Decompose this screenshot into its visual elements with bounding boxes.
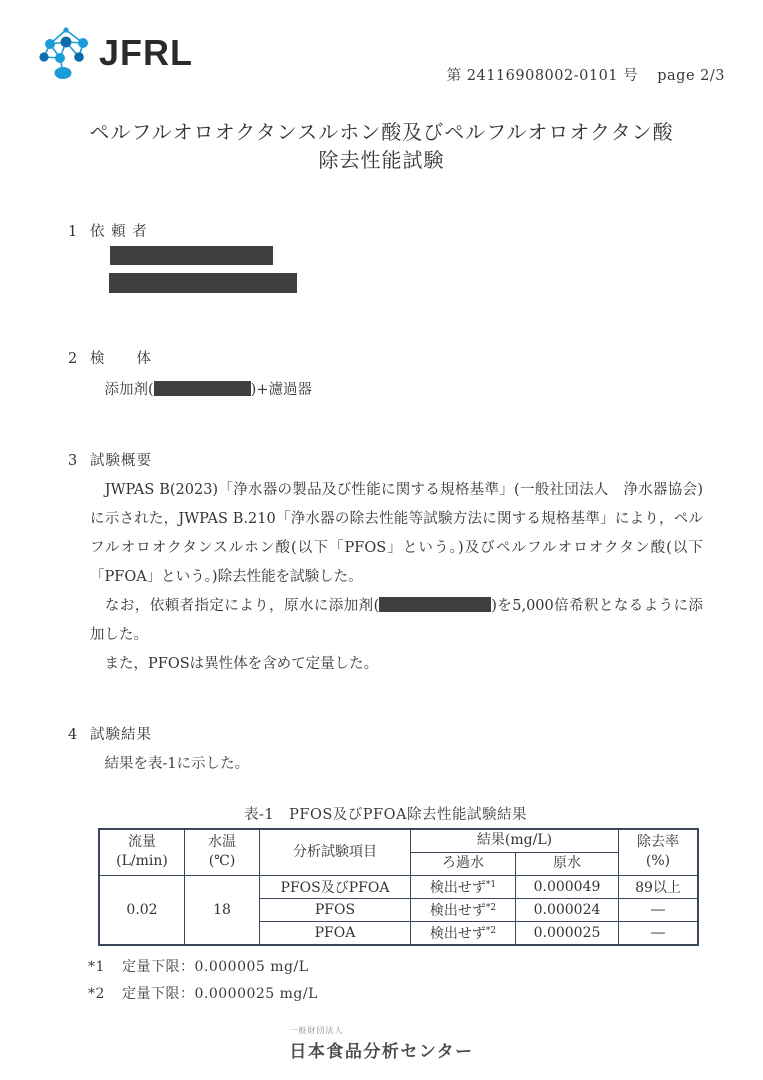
cell-removal: 89以上 (619, 876, 699, 899)
results-table (98, 828, 699, 946)
footnote-1-text: 定量下限：0.000005 mg/L (122, 959, 309, 975)
header-water-temp: 水温 (℃) (185, 829, 260, 876)
cell-filtered: 検出せず$^{*1}$ (411, 876, 516, 899)
footnote-marker: *2 (485, 903, 497, 913)
footnote-marker: *2 (485, 926, 497, 936)
test-summary-paragraph-1: JWPAS B(2023)「浄水器の製品及び性能に関する規格基準」(一般社団法人 浄水器協会)に示された，JWPAS B.210「浄水器の除去性能等試験方法に関する規格基準」により，ペルフルオロオクタンスルホン酸(以下「PFOS」という。)及びペルフルオロオクタン酸(以下「PFOA」という。)除去性能を試験した。 (90, 482, 703, 585)
cell-raw: 0.000024 (516, 899, 619, 922)
redacted-additive-name (154, 381, 251, 396)
redacted-additive-name (379, 597, 491, 612)
jfrl-molecule-icon (33, 24, 97, 82)
cell-filtered: 検出せず$^{*2}$ (411, 899, 516, 922)
section-1-title: 依 頼 者 (90, 224, 148, 240)
cell-raw: 0.000049 (516, 876, 619, 899)
jfrl-logo (33, 24, 193, 82)
section-1-number: 1 (68, 224, 78, 240)
section-1-heading (68, 220, 703, 241)
section-4-title: 試験結果 (90, 727, 152, 743)
table-row (99, 876, 698, 899)
sample-text-suffix: )+濾過器 (250, 382, 312, 398)
page-indicator: page 2/3 (657, 68, 725, 84)
section-2-heading (68, 347, 703, 368)
footnote-2-marker: *2 (88, 986, 105, 1002)
cell-raw: 0.000025 (516, 922, 619, 946)
paragraph-2-prefix: なお，依頼者指定により，原水に添加剤( (90, 598, 380, 614)
report-title-line1: ペルフルオロオクタンスルホン酸及びペルフルオロオクタン酸 (89, 120, 674, 144)
table-caption: 表-1 PFOS及びPFOA除去性能試験結果 (244, 807, 527, 823)
footer-org-type: 一般財団法人 (289, 1026, 344, 1035)
cell-item: PFOS及びPFOA (260, 876, 411, 899)
report-title-line2: 除去性能試験 (318, 148, 445, 172)
header-raw-water: 原水 (516, 853, 619, 876)
footer-org-name: 日本食品分析センター (289, 1042, 474, 1061)
footnote-1-marker: *1 (88, 959, 105, 975)
document-reference (447, 64, 725, 85)
footer-logo (0, 1025, 763, 1062)
cell-removal: ― (619, 899, 699, 922)
header-flow-rate: 流量 (L/min) (99, 829, 185, 876)
cell-flow-value: 0.02 (99, 876, 185, 946)
sample-text-prefix: 添加剤( (104, 382, 154, 398)
footnotes (88, 956, 703, 1003)
header-analysis-item: 分析試験項目 (260, 829, 411, 876)
header-removal-rate: 除去率 (%) (619, 829, 699, 876)
section-3-heading (68, 449, 703, 470)
redacted-client-name-line1 (110, 246, 273, 265)
test-summary-paragraph-2 (90, 592, 703, 650)
cell-item: PFOA (260, 922, 411, 946)
footnote-2 (88, 983, 703, 1003)
results-reference-text: 結果を表-1に示した。 (104, 756, 250, 772)
section-4-heading (68, 723, 703, 744)
header-result: 結果(mg/L) (411, 829, 619, 853)
cell-item: PFOS (260, 899, 411, 922)
footnote-1 (88, 956, 703, 976)
test-summary-paragraph-3: また，PFOSは異性体を含めて定量した。 (90, 656, 379, 672)
cell-filtered: 検出せず$^{*2}$ (411, 922, 516, 946)
cell-removal: ― (619, 922, 699, 946)
header-filtered-water: ろ過水 (411, 853, 516, 876)
section-3-number: 3 (68, 453, 78, 469)
jfrl-logo-text: JFRL (99, 32, 193, 73)
cell-temp-value: 18 (185, 876, 260, 946)
section-4-number: 4 (68, 727, 78, 743)
document-number: 第 24116908002-0101 号 (446, 68, 639, 84)
paragraph-2-suffix: )を5,000倍希釈となるように添加した。 (90, 598, 703, 643)
section-2-title: 検 体 (90, 351, 152, 367)
redacted-client-name-line2 (109, 273, 297, 293)
footnote-2-text: 定量下限：0.0000025 mg/L (122, 986, 318, 1002)
sample-description (90, 378, 703, 399)
section-2-number: 2 (68, 351, 78, 367)
footnote-marker: *1 (485, 880, 497, 890)
section-3-title: 試験概要 (90, 453, 152, 469)
